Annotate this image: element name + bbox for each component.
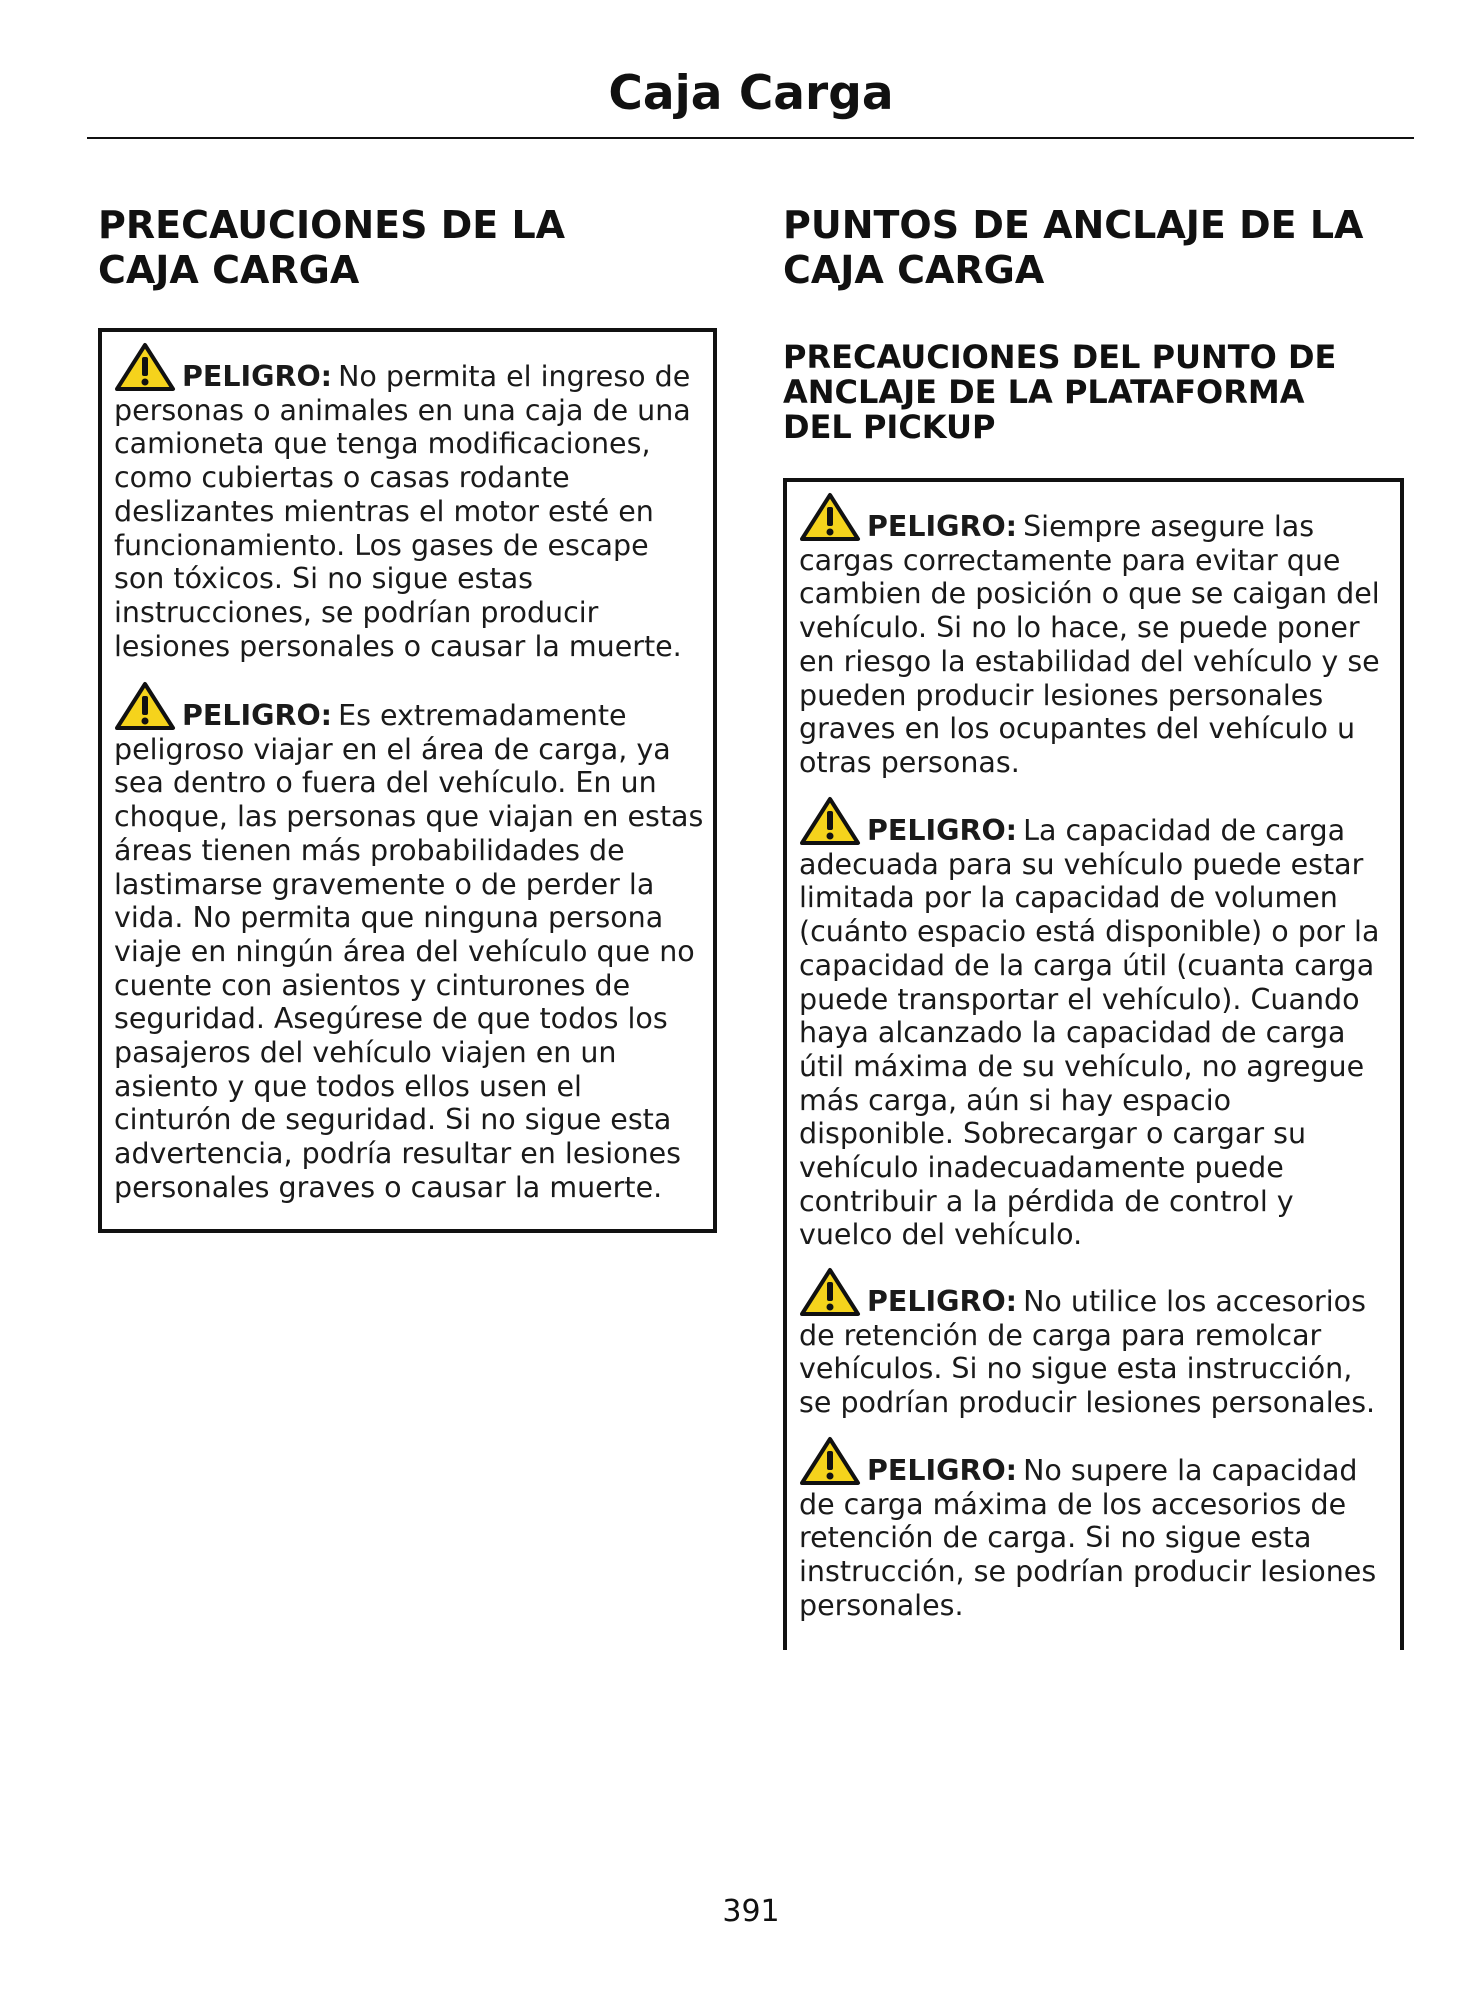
warning-triangle-icon	[114, 342, 176, 392]
page-number: 391	[722, 1894, 780, 1929]
warning-text: La capacidad de carga adecuada para su vehículo puede estar limitada por la capacidad de volumen (cuánto espacio está disponible) o por la capacidad de la carga útil (cuanta carga puede transportar el vehículo). Cuando haya alcanzado la capacidad de carga útil máxima de su vehículo, no agregue más carga, aún si hay espacio disponible. Sobrecargar o cargar su vehículo inadecuadamente puede contribuir a la pérdida de control y vuelco del vehículo.	[799, 814, 1380, 1252]
warning-text: No permita el ingreso de personas o animales en una caja de una camioneta que tenga modificaciones, como cubiertas o casas rodante deslizantes mientras el motor esté en funcionamiento. Los gases de escape son tóxicos. Si no sigue estas instrucciones, se podrían producir lesiones personales o causar la muerte.	[114, 360, 691, 663]
warning-text: Siempre asegure las cargas correctamente para evitar que cambien de posición o que se caigan del vehículo. Si no lo hace, se puede poner en riesgo la estabilidad del vehículo y se pueden producir lesiones personales graves en los ocupantes del vehículo u otras personas.	[799, 510, 1380, 779]
warning-triangle-icon	[799, 492, 861, 542]
right-warning-box	[783, 478, 1404, 1650]
page-title: Caja Carga	[608, 66, 894, 121]
warning-block	[799, 1267, 1392, 1420]
sub-heading-line1: PRECAUCIONES DEL PUNTO DE	[783, 338, 1337, 376]
warning-block	[799, 796, 1392, 1252]
warning-block	[799, 492, 1392, 780]
warning-triangle-icon	[799, 796, 861, 846]
warning-text: No utilice los accesorios de retención de carga para remolcar vehículos. Si no sigue esta instrucción, se podrían producir lesiones personales.	[799, 1285, 1376, 1420]
warning-triangle-icon	[114, 681, 176, 731]
right-heading-line2: CAJA CARGA	[783, 248, 1045, 292]
warning-block	[114, 342, 705, 663]
warning-triangle-icon	[799, 1436, 861, 1486]
warning-text: No supere la capacidad de carga máxima de los accesorios de retención de carga. Si no sigue esta instrucción, se podrían producir lesiones personales.	[799, 1454, 1377, 1622]
left-heading-line1: PRECAUCIONES DE LA	[98, 203, 566, 247]
warning-label: PELIGRO:	[867, 510, 1018, 543]
sub-heading-line3: DEL PICKUP	[783, 408, 996, 446]
warning-label: PELIGRO:	[182, 699, 333, 732]
warning-triangle-icon	[799, 1267, 861, 1317]
left-warning-box	[98, 328, 717, 1233]
right-heading-line1: PUNTOS DE ANCLAJE DE LA	[783, 203, 1364, 247]
warning-label: PELIGRO:	[867, 1285, 1018, 1318]
warning-label: PELIGRO:	[867, 1454, 1018, 1487]
left-section-heading	[98, 203, 738, 293]
right-section-heading	[783, 203, 1423, 293]
right-sub-heading	[783, 340, 1443, 445]
warning-label: PELIGRO:	[867, 814, 1018, 847]
sub-heading-line2: ANCLAJE DE LA PLATAFORMA	[783, 373, 1305, 411]
title-divider	[87, 137, 1414, 139]
left-heading-line2: CAJA CARGA	[98, 248, 360, 292]
warning-block	[799, 1436, 1392, 1623]
warning-text: Es extremadamente peligroso viajar en el área de carga, ya sea dentro o fuera del vehículo. En un choque, las personas que viajan en estas áreas tienen más probabilidades de lastimarse gravemente o de perder la vida. No permita que ninguna persona viaje en ningún área del vehículo que no cuente con asientos y cinturones de seguridad. Asegúrese de que todos los pasajeros del vehículo viajen en un asiento y que todos ellos usen el cinturón de seguridad. Si no sigue esta advertencia, podría resultar en lesiones personales graves o causar la muerte.	[114, 699, 704, 1204]
warning-label: PELIGRO:	[182, 360, 333, 393]
warning-block	[114, 681, 705, 1205]
